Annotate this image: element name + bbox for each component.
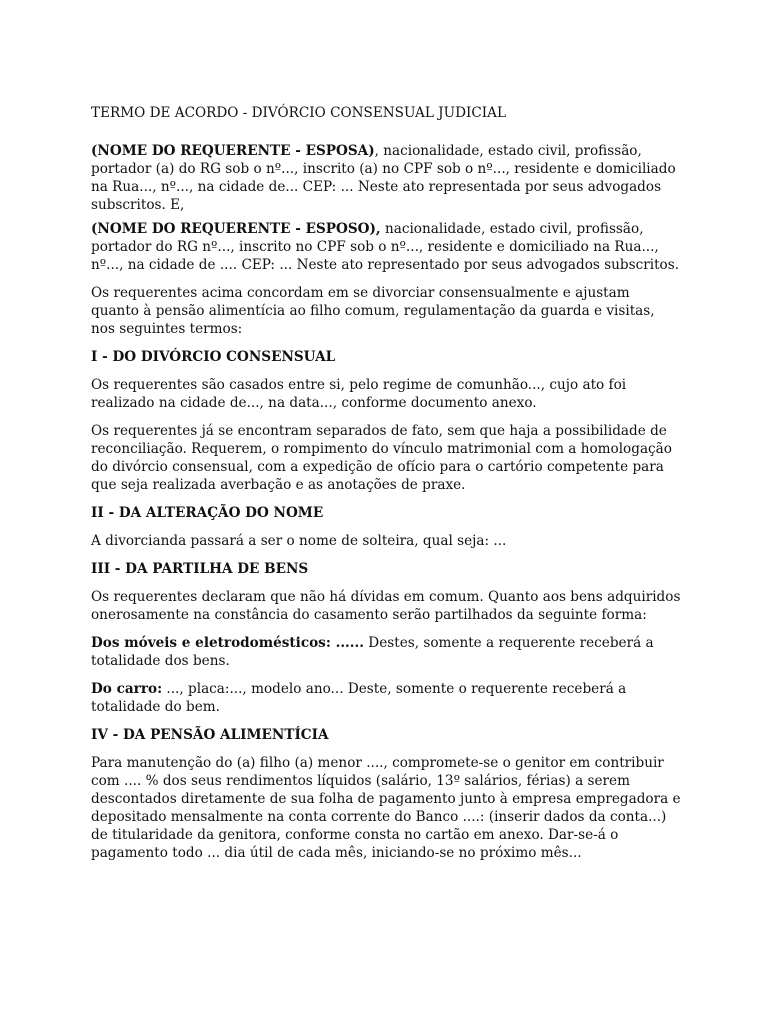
- section3-item1-label: Dos móveis e eletrodomésticos: ......: [91, 635, 364, 651]
- party2-paragraph: [91, 220, 681, 274]
- section3-item1-text: Destes, somente a requerente receberá a totalidade dos bens.: [91, 635, 654, 669]
- section4-heading: IV - DA PENSÃO ALIMENTÍCIA: [91, 727, 329, 743]
- section3-item1: [91, 634, 681, 670]
- intro-paragraph: Os requerentes acima concordam em se divorciar consensualmente e ajustam quanto à pensão alimentícia ao filho comum, regulamentação da guarda e visitas, nos seguintes termos:: [91, 285, 655, 337]
- party1-text: , nacionalidade, estado civil, profissão, portador (a) do RG sob o nº..., inscrito (a) no CPF sob o nº..., residente e domiciliado na Rua..., nº..., na cidade de... CEP: ... Neste ato representada por seus advogados subscritos. E,: [91, 143, 676, 213]
- section1-paragraph1: Os requerentes são casados entre si, pelo regime de comunhão..., cujo ato foi realizado na cidade de..., na data..., conforme documento anexo.: [91, 377, 627, 411]
- section1-paragraph2: Os requerentes já se encontram separados de fato, sem que haja a possibilidade de reconciliação. Requerem, o rompimento do vínculo matrimonial com a homologação do divórcio consensual, com a expedição de ofício para o cartório competente para que seja realizada averbação e as anotações de praxe.: [91, 423, 672, 493]
- section4-paragraph1: Para manutenção do (a) filho (a) menor ...., compromete-se o genitor em contribuir com .... % dos seus rendimentos líquidos (salário, 13º salários, férias) a serem descontados diretamente de sua folha de pagamento junto à empresa empregadora e depositado mensalmente na conta corrente do Banco ....: (inserir dados da conta...) de titularidade da genitora, conforme consta no cartão em anexo. Dar-se-á o pagamento todo ... dia útil de cada mês, iniciando-se no próximo mês...: [91, 755, 681, 861]
- section3-item2-text: ..., placa:..., modelo ano... Deste, somente o requerente receberá a totalidade do bem.: [91, 681, 627, 715]
- party2-text: nacionalidade, estado civil, profissão, portador do RG nº..., inscrito no CPF sob o nº..., residente e domiciliado na Rua..., nº..., na cidade de .... CEP: ... Neste ato representado por seus advogados subscritos.: [91, 221, 680, 273]
- section2-heading: II - DA ALTERAÇÃO DO NOME: [91, 505, 324, 521]
- party1-paragraph: [91, 142, 681, 214]
- section1-heading: I - DO DIVÓRCIO CONSENSUAL: [91, 349, 336, 365]
- section2-paragraph1: A divorcianda passará a ser o nome de solteira, qual seja: ...: [91, 533, 507, 549]
- section3-item2: [91, 680, 681, 716]
- document-page: [91, 104, 681, 872]
- section3-item2-label: Do carro:: [91, 681, 163, 697]
- party1-label: (NOME DO REQUERENTE - ESPOSA): [91, 143, 375, 159]
- section3-heading: III - DA PARTILHA DE BENS: [91, 561, 309, 577]
- section3-paragraph1: Os requerentes declaram que não há dívidas em comum. Quanto aos bens adquiridos onerosamente na constância do casamento serão partilhados da seguinte forma:: [91, 589, 681, 623]
- document-title: TERMO DE ACORDO - DIVÓRCIO CONSENSUAL JUDICIAL: [91, 105, 506, 121]
- party2-label: (NOME DO REQUERENTE - ESPOSO),: [91, 221, 381, 237]
